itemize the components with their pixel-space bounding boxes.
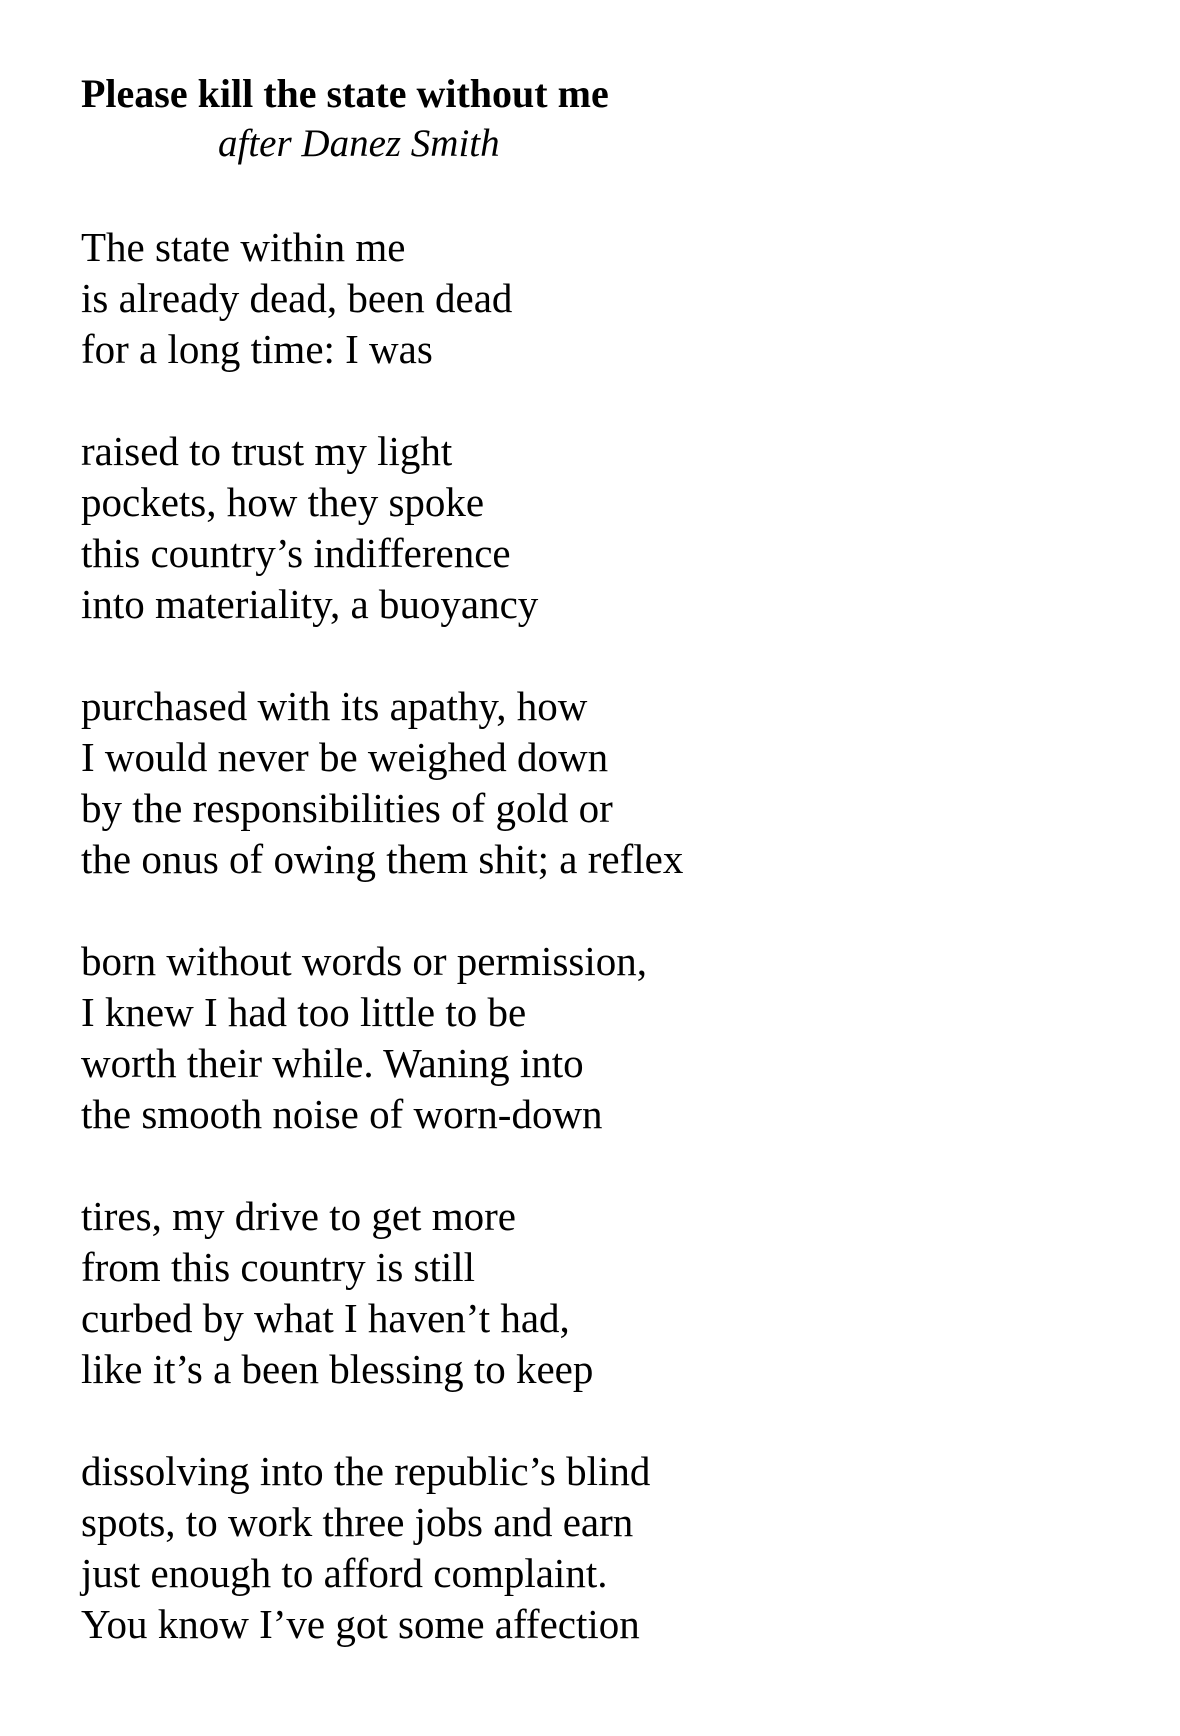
poem-line: dissolving into the republic’s blind: [81, 1448, 651, 1494]
poem-line: into materiality, a buoyancy: [81, 581, 539, 627]
poem-line: this country’s indifference: [81, 530, 511, 576]
poem-line: born without words or permission,: [81, 938, 647, 984]
stanza-5: [81, 1191, 1141, 1395]
poem-dedication: after Danez Smith: [218, 122, 500, 165]
poem-line: I would never be weighed down: [81, 734, 609, 780]
poem-line: like it’s a been blessing to keep: [81, 1346, 594, 1392]
poem-line: purchased with its apathy, how: [81, 683, 588, 729]
poem-line: tires, my drive to get more: [81, 1193, 516, 1239]
poem-line: curbed by what I haven’t had,: [81, 1295, 570, 1341]
poem-title: Please kill the state without me: [81, 71, 609, 116]
stanza-2: [81, 426, 1141, 630]
poem-body: [81, 222, 1141, 1701]
poem-line: I knew I had too little to be: [81, 989, 527, 1035]
poem-line: by the responsibilities of gold or: [81, 785, 613, 831]
stanza-4: [81, 936, 1141, 1140]
stanza-6: [81, 1446, 1141, 1650]
poem-line: is already dead, been dead: [81, 275, 513, 321]
stanza-1: [81, 222, 1141, 375]
poem-line: just enough to afford complaint.: [81, 1550, 608, 1596]
poem-line: for a long time: I was: [81, 326, 433, 372]
poem-line: raised to trust my light: [81, 428, 453, 474]
poem-line: the smooth noise of worn-down: [81, 1091, 603, 1137]
poem-line: You know I’ve got some affection: [81, 1601, 640, 1647]
poem-line: spots, to work three jobs and earn: [81, 1499, 634, 1545]
stanza-3: [81, 681, 1141, 885]
poem-line: The state within me: [81, 224, 406, 270]
poem-line: pockets, how they spoke: [81, 479, 485, 525]
poem-line: the onus of owing them shit; a reflex: [81, 836, 684, 882]
poem-line: worth their while. Waning into: [81, 1040, 584, 1086]
poem-line: from this country is still: [81, 1244, 476, 1290]
